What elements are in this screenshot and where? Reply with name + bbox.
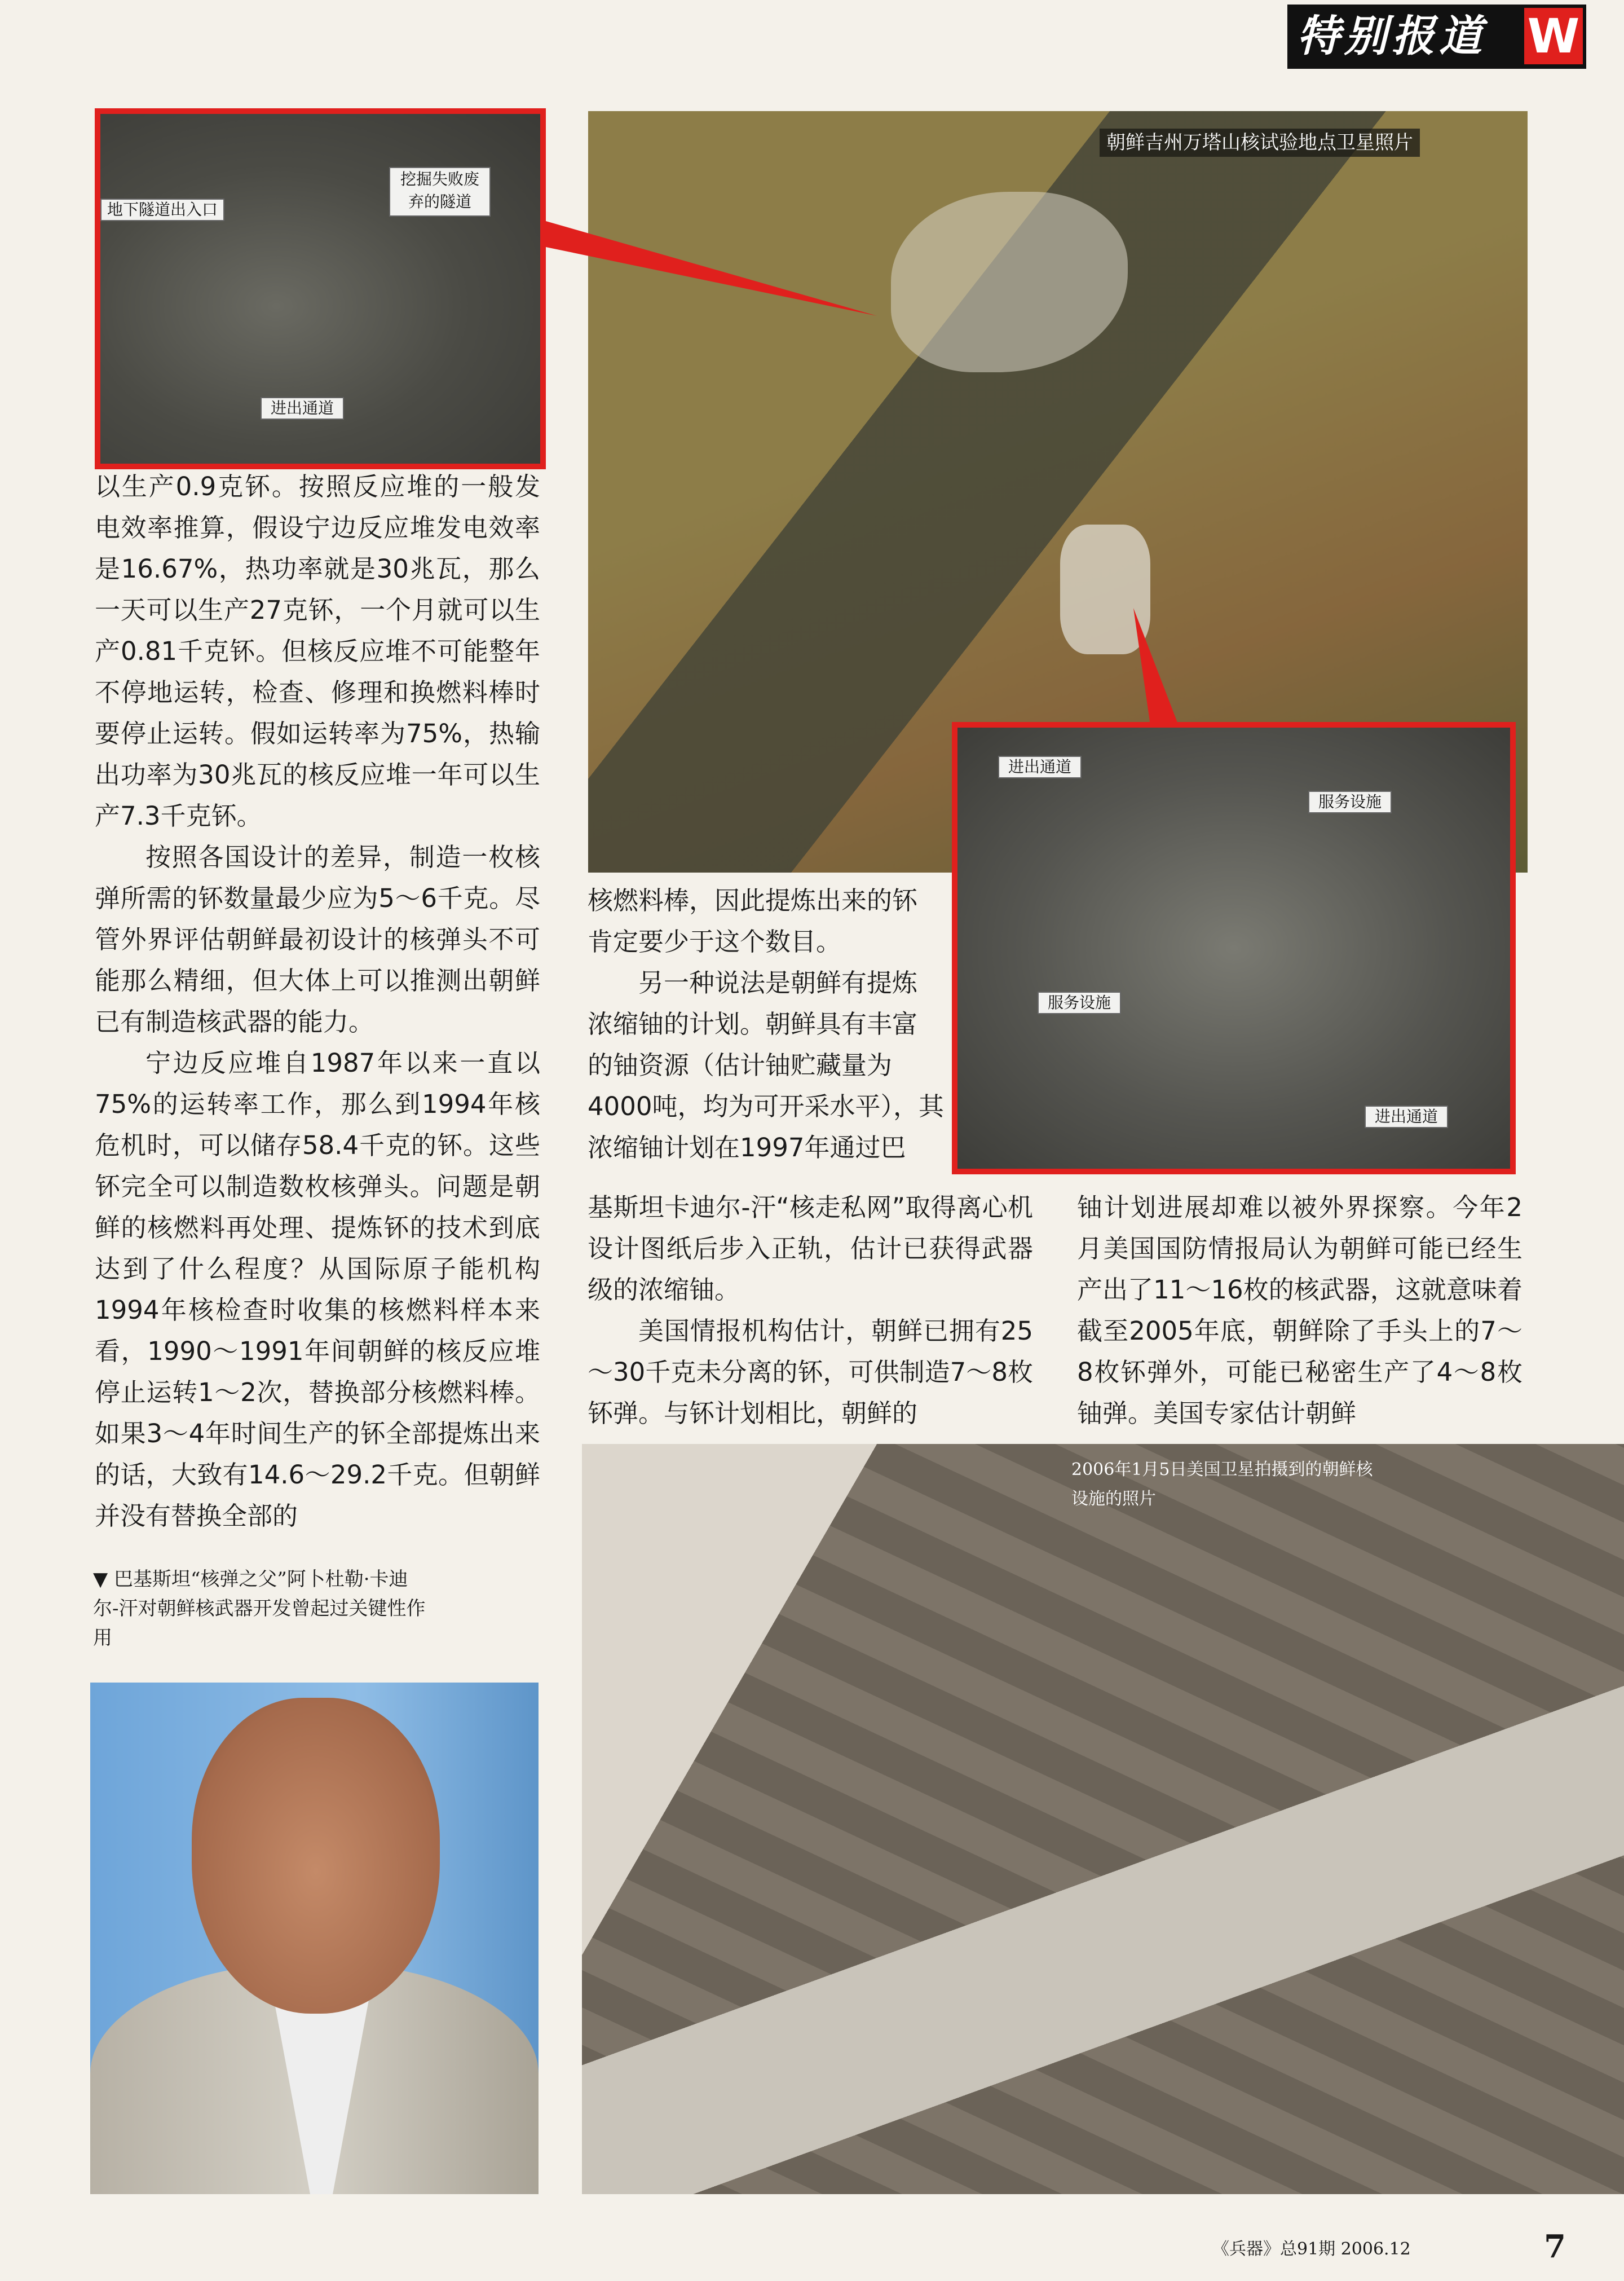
facility-photo-caption-line1: 2006年1月5日美国卫星拍摄到的朝鲜核 <box>1071 1460 1373 1479</box>
label-service-facility: 服务设施 <box>1308 791 1392 813</box>
portrait-caption-line2: 尔-汗对朝鲜核武器开发曾起过关键性作 <box>93 1597 426 1620</box>
text-line: 4000吨，均为可开采水平），其 <box>588 1091 945 1121</box>
portrait-caption-line1: ▼ 巴基斯坦“核弹之父”阿卜杜勒·卡迪 <box>93 1568 408 1591</box>
portrait-caption-line3: 用 <box>93 1627 112 1649</box>
satellite-photo-caption: 朝鲜吉州万塔山核试验地点卫星照片 <box>1100 129 1420 157</box>
paragraph: 美国情报机构估计，朝鲜已拥有25～30千克未分离的钚，可供制造7～8枚钚弹。与钚计划相比，朝鲜的 <box>588 1316 1033 1428</box>
text-line: 浓缩铀的计划。朝鲜具有丰富 <box>588 1009 918 1039</box>
article-column-2-top <box>588 880 948 1173</box>
text-line: 核燃料棒，因此提炼出来的钚 <box>588 886 918 915</box>
facility-photo-caption <box>1071 1455 1534 1517</box>
article-column-1 <box>95 466 540 1560</box>
page-number: 7 <box>1544 2228 1566 2265</box>
label-tunnel-entrance: 地下隧道出入口 <box>100 199 224 221</box>
paragraph: 以生产0.9克钚。按照反应堆的一般发电效率推算，假设宁边反应堆发电效率是16.67%，热功率就是30兆瓦，那么一天可以生产27克钚，一个月就可以生产0.81千克钚。但核反应堆不可能整年不停地运转，检查、修理和换燃料棒时要停止运转。假如运转率为75%，热输出功率为30兆瓦的核反应堆一年可以生产7.3千克钚。 <box>95 472 540 831</box>
text-line: 另一种说法是朝鲜有提炼 <box>638 968 918 998</box>
paragraph: 基斯坦卡迪尔-汗“核走私网”取得离心机设计图纸后步入正轨，估计已获得武器级的浓缩铀。 <box>588 1192 1033 1305</box>
connector-top <box>546 221 877 316</box>
label-abandoned-tunnel-line1: 挖掘失败废 <box>400 170 479 188</box>
paragraph: 铀计划进展却难以被外界探察。今年2月美国国防情报局认为朝鲜可能已经生产出了11～16枚的核武器，这就意味着截至2005年底，朝鲜除了手头上的7～8枚钚弹外，可能已秘密生产了4～8枚铀弹。美国专家估计朝鲜 <box>1077 1192 1522 1428</box>
connector-bottom <box>1133 608 1179 725</box>
label-access-road: 进出通道 <box>1365 1106 1448 1128</box>
label-service-facility: 服务设施 <box>1038 992 1121 1014</box>
issue-info: 《兵器》总91期 2006.12 <box>1212 2239 1411 2259</box>
section-logo: W <box>1524 8 1583 64</box>
paragraph: 按照各国设计的差异，制造一枚核弹所需的钚数量最少应为5～6千克。尽管外界评估朝鲜最初设计的核弹头不可能那么精细，但大体上可以推测出朝鲜已有制造核武器的能力。 <box>95 842 540 1037</box>
text-line: 的铀资源（估计铀贮藏量为 <box>588 1050 893 1080</box>
article-column-2-bottom <box>588 1187 1033 1441</box>
label-abandoned-tunnel <box>389 167 491 217</box>
text-line: 浓缩铀计划在1997年通过巴 <box>588 1133 906 1162</box>
facility-satellite-photo <box>582 1444 1624 2194</box>
label-access-road: 进出通道 <box>998 756 1082 778</box>
paragraph: 宁边反应堆自1987年以来一直以75%的运转率工作，那么到1994年核危机时，可以储存58.4千克的钚。这些钚完全可以制造数枚核弹头。问题是朝鲜的核燃料再处理、提炼钚的技术到底达到了什么程度？从国际原子能机构1994年核检查时收集的核燃料样本来看，1990～1991年间朝鲜的核反应堆停止运转1～2次，替换部分核燃料棒。如果3～4年时间生产的钚全部提炼出来的话，大致有14.6～29.2千克。但朝鲜并没有替换全部的 <box>95 1048 540 1531</box>
portrait-caption <box>93 1565 544 1661</box>
text-line: 肯定要少于这个数目。 <box>588 927 842 957</box>
section-title: 特别报道 <box>1297 11 1486 61</box>
portrait-face <box>192 1698 440 2014</box>
article-column-3 <box>1077 1187 1522 1441</box>
label-access-road: 进出通道 <box>261 397 344 420</box>
facility-photo-caption-line2: 设施的照片 <box>1071 1489 1156 1509</box>
label-abandoned-tunnel-line2: 弃的隧道 <box>408 192 471 211</box>
